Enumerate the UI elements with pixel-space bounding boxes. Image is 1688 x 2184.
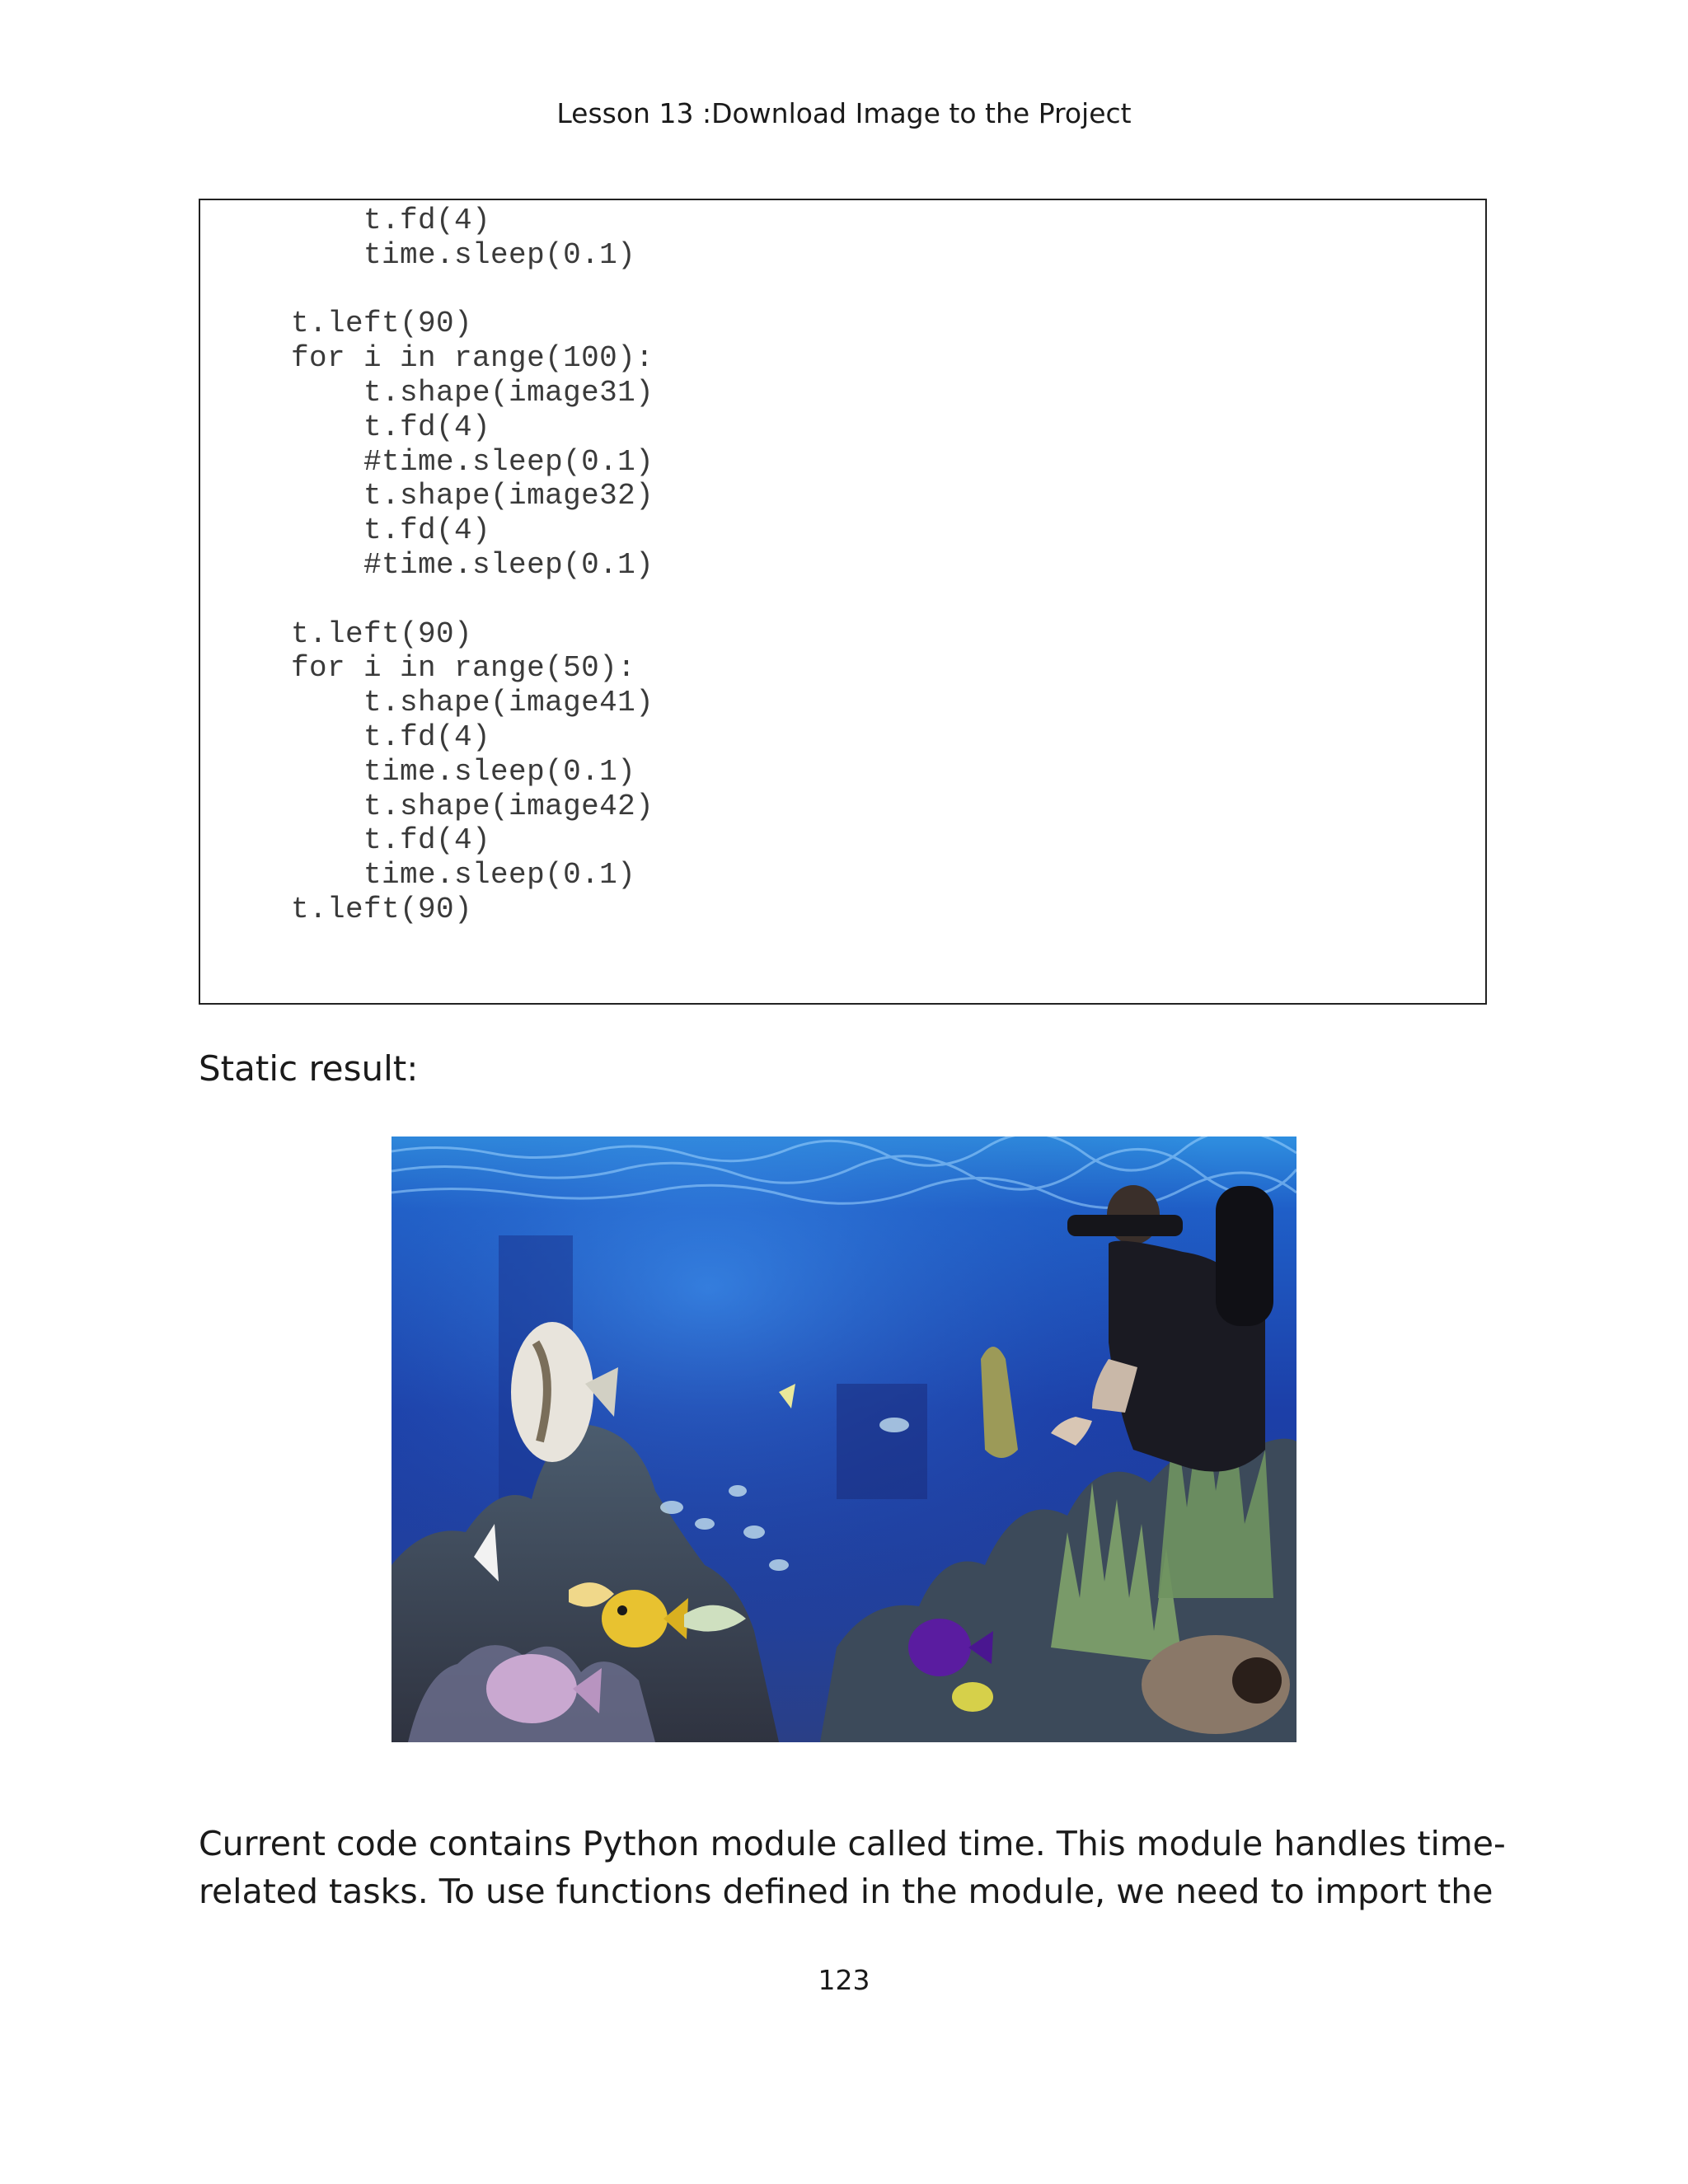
code-line: t.fd(4): [200, 823, 491, 858]
code-line: #time.sleep(0.1): [200, 444, 654, 479]
code-line: t.fd(4): [200, 204, 491, 237]
code-line: t.fd(4): [200, 513, 491, 548]
code-line: #time.sleep(0.1): [200, 547, 654, 582]
aquarium-result-image: [392, 1137, 1296, 1742]
small-yellow-fish: [952, 1682, 993, 1712]
code-block: [199, 199, 1487, 1005]
background-window: [837, 1384, 927, 1499]
page-header-title: Lesson 13 :Download Image to the Project: [556, 97, 1132, 129]
code-line: t.shape(image31): [200, 375, 654, 410]
code-line: t.shape(image42): [200, 789, 654, 823]
barrel-sponge-hole: [1232, 1657, 1282, 1704]
static-result-heading: Static result:: [199, 1048, 419, 1089]
code-line: t.left(90): [200, 892, 473, 926]
paragraph-line-1: Current code contains Python module called time. This module handles time-: [199, 1824, 1506, 1863]
code-line: time.sleep(0.1): [200, 858, 636, 893]
code-lines: [200, 204, 654, 927]
code-line: time.sleep(0.1): [200, 754, 636, 789]
code-line: t.left(90): [200, 307, 473, 341]
paragraph-line-2: related tasks. To use functions defined in the module, we need to import the: [199, 1872, 1493, 1911]
code-line: t.fd(4): [200, 410, 491, 444]
code-line: time.sleep(0.1): [200, 237, 636, 272]
page-number: 123: [818, 1964, 870, 1996]
code-line: t.left(90): [200, 616, 473, 651]
code-line: t.shape(image41): [200, 686, 654, 720]
code-line: for i in range(100):: [200, 341, 654, 376]
code-line: t.shape(image32): [200, 479, 654, 513]
code-line: [200, 583, 654, 617]
body-paragraph: [199, 1820, 1506, 1915]
code-line: for i in range(50):: [200, 651, 636, 686]
code-line: [200, 273, 654, 307]
code-line: t.fd(4): [200, 719, 491, 754]
